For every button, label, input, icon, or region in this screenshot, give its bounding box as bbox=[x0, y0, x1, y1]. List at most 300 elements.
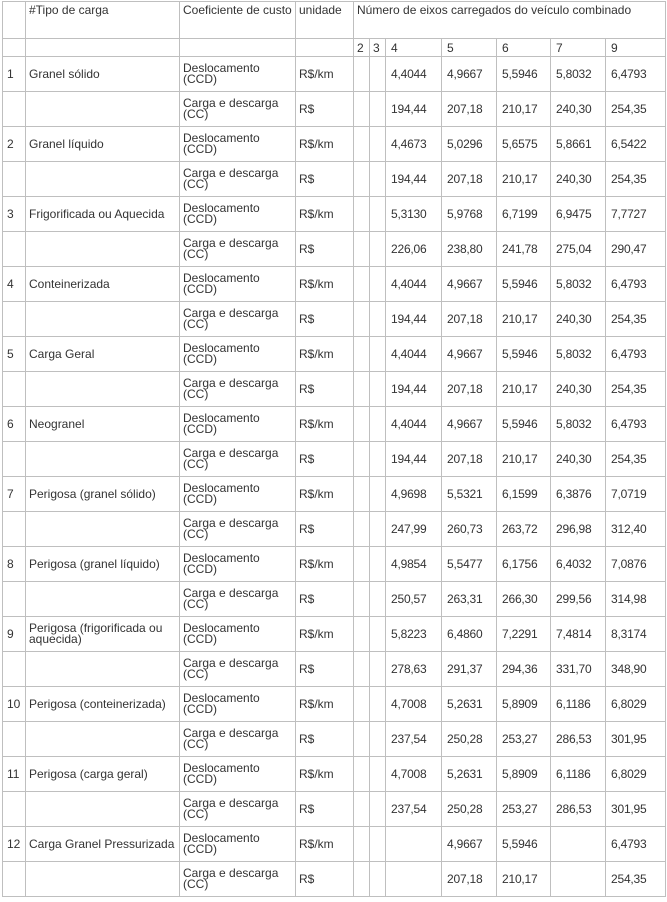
header-blank bbox=[3, 2, 26, 39]
value-2-axles bbox=[354, 442, 370, 477]
axle-header-5: 5 bbox=[442, 39, 497, 57]
value-2-axles bbox=[354, 862, 370, 897]
cost-coefficient: Deslocamento (CCD) bbox=[180, 827, 296, 862]
value-4-axles: 5,8223 bbox=[386, 617, 442, 652]
table-body bbox=[3, 57, 666, 897]
value-3-axles bbox=[370, 862, 386, 897]
cost-coefficient: Carga e descarga (CC) bbox=[180, 722, 296, 757]
value-5-axles: 4,9667 bbox=[442, 407, 497, 442]
value-7-axles: 331,70 bbox=[551, 652, 606, 687]
unit: R$ bbox=[296, 582, 354, 617]
value-9-axles: 6,5422 bbox=[606, 127, 666, 162]
row-number: 1 bbox=[3, 57, 26, 92]
cost-coefficient: Carga e descarga (CC) bbox=[180, 582, 296, 617]
value-7-axles: 6,1186 bbox=[551, 687, 606, 722]
value-3-axles bbox=[370, 127, 386, 162]
header-axles: Número de eixos carregados do veículo combinado bbox=[354, 2, 666, 39]
value-2-axles bbox=[354, 617, 370, 652]
axle-header-4: 4 bbox=[386, 39, 442, 57]
value-5-axles: 5,9768 bbox=[442, 197, 497, 232]
table-row bbox=[3, 127, 666, 162]
value-5-axles: 207,18 bbox=[442, 862, 497, 897]
value-2-axles bbox=[354, 197, 370, 232]
value-4-axles: 4,4673 bbox=[386, 127, 442, 162]
value-9-axles: 6,4793 bbox=[606, 827, 666, 862]
unit: R$ bbox=[296, 92, 354, 127]
table-row bbox=[3, 722, 666, 757]
value-7-axles: 240,30 bbox=[551, 302, 606, 337]
unit: R$/km bbox=[296, 337, 354, 372]
value-3-axles bbox=[370, 792, 386, 827]
value-4-axles: 4,4044 bbox=[386, 407, 442, 442]
cost-coefficient: Carga e descarga (CC) bbox=[180, 302, 296, 337]
value-6-axles: 263,72 bbox=[497, 512, 551, 547]
value-2-axles bbox=[354, 792, 370, 827]
value-5-axles: 207,18 bbox=[442, 372, 497, 407]
axle-header-6: 6 bbox=[497, 39, 551, 57]
cargo-type: Carga Granel Pressurizada bbox=[26, 827, 180, 862]
freight-cost-table bbox=[2, 1, 666, 897]
row-number bbox=[3, 792, 26, 827]
value-3-axles bbox=[370, 267, 386, 302]
row-number bbox=[3, 862, 26, 897]
axle-header-7: 7 bbox=[551, 39, 606, 57]
value-9-axles: 254,35 bbox=[606, 162, 666, 197]
value-3-axles bbox=[370, 477, 386, 512]
value-7-axles: 5,8661 bbox=[551, 127, 606, 162]
value-7-axles: 299,56 bbox=[551, 582, 606, 617]
value-2-axles bbox=[354, 92, 370, 127]
cost-coefficient: Deslocamento (CCD) bbox=[180, 407, 296, 442]
unit: R$/km bbox=[296, 57, 354, 92]
unit: R$ bbox=[296, 232, 354, 267]
unit: R$/km bbox=[296, 827, 354, 862]
value-3-axles bbox=[370, 547, 386, 582]
value-3-axles bbox=[370, 197, 386, 232]
cargo-type bbox=[26, 372, 180, 407]
axle-header-blank bbox=[180, 39, 296, 57]
value-3-axles bbox=[370, 652, 386, 687]
value-7-axles: 240,30 bbox=[551, 92, 606, 127]
value-3-axles bbox=[370, 442, 386, 477]
value-5-axles: 238,80 bbox=[442, 232, 497, 267]
row-number bbox=[3, 512, 26, 547]
value-4-axles: 4,4044 bbox=[386, 337, 442, 372]
cost-coefficient: Deslocamento (CCD) bbox=[180, 757, 296, 792]
cargo-type: Frigorificada ou Aquecida bbox=[26, 197, 180, 232]
value-6-axles: 5,5946 bbox=[497, 827, 551, 862]
row-number: 9 bbox=[3, 617, 26, 652]
value-9-axles: 6,4793 bbox=[606, 407, 666, 442]
value-3-axles bbox=[370, 757, 386, 792]
value-5-axles: 250,28 bbox=[442, 722, 497, 757]
value-9-axles: 348,90 bbox=[606, 652, 666, 687]
row-number: 12 bbox=[3, 827, 26, 862]
unit: R$/km bbox=[296, 477, 354, 512]
value-3-axles bbox=[370, 512, 386, 547]
value-5-axles: 5,5321 bbox=[442, 477, 497, 512]
value-6-axles: 5,5946 bbox=[497, 57, 551, 92]
value-9-axles: 6,8029 bbox=[606, 757, 666, 792]
value-3-axles bbox=[370, 92, 386, 127]
value-6-axles: 5,5946 bbox=[497, 407, 551, 442]
cargo-type bbox=[26, 442, 180, 477]
value-3-axles bbox=[370, 232, 386, 267]
cost-coefficient: Carga e descarga (CC) bbox=[180, 372, 296, 407]
row-number bbox=[3, 582, 26, 617]
cargo-type bbox=[26, 652, 180, 687]
cost-coefficient: Deslocamento (CCD) bbox=[180, 267, 296, 302]
value-3-axles bbox=[370, 337, 386, 372]
value-5-axles: 4,9667 bbox=[442, 827, 497, 862]
unit: R$/km bbox=[296, 687, 354, 722]
cargo-type bbox=[26, 92, 180, 127]
cost-coefficient: Carga e descarga (CC) bbox=[180, 92, 296, 127]
value-2-axles bbox=[354, 232, 370, 267]
value-5-axles: 4,9667 bbox=[442, 57, 497, 92]
unit: R$/km bbox=[296, 757, 354, 792]
table-row bbox=[3, 92, 666, 127]
value-2-axles bbox=[354, 57, 370, 92]
row-number bbox=[3, 92, 26, 127]
unit: R$ bbox=[296, 722, 354, 757]
axle-header-blank bbox=[26, 39, 180, 57]
table-row bbox=[3, 757, 666, 792]
value-9-axles: 6,8029 bbox=[606, 687, 666, 722]
value-3-axles bbox=[370, 302, 386, 337]
cargo-type bbox=[26, 582, 180, 617]
value-6-axles: 210,17 bbox=[497, 162, 551, 197]
cargo-type bbox=[26, 792, 180, 827]
unit: R$ bbox=[296, 442, 354, 477]
cargo-type: Perigosa (conteinerizada) bbox=[26, 687, 180, 722]
cost-coefficient: Carga e descarga (CC) bbox=[180, 862, 296, 897]
table-row bbox=[3, 302, 666, 337]
value-7-axles: 5,8032 bbox=[551, 407, 606, 442]
value-7-axles: 5,8032 bbox=[551, 57, 606, 92]
cargo-type: Granel líquido bbox=[26, 127, 180, 162]
value-2-axles bbox=[354, 372, 370, 407]
value-5-axles: 207,18 bbox=[442, 92, 497, 127]
value-2-axles bbox=[354, 162, 370, 197]
cost-coefficient: Deslocamento (CCD) bbox=[180, 617, 296, 652]
value-5-axles: 4,9667 bbox=[442, 337, 497, 372]
value-5-axles: 4,9667 bbox=[442, 267, 497, 302]
value-4-axles: 4,4044 bbox=[386, 57, 442, 92]
value-9-axles: 301,95 bbox=[606, 722, 666, 757]
cargo-type bbox=[26, 232, 180, 267]
axle-header-blank bbox=[296, 39, 354, 57]
cargo-type: Granel sólido bbox=[26, 57, 180, 92]
value-9-axles: 7,0719 bbox=[606, 477, 666, 512]
value-7-axles: 240,30 bbox=[551, 372, 606, 407]
value-4-axles: 194,44 bbox=[386, 372, 442, 407]
value-5-axles: 6,4860 bbox=[442, 617, 497, 652]
cargo-type bbox=[26, 862, 180, 897]
cost-coefficient: Deslocamento (CCD) bbox=[180, 337, 296, 372]
value-7-axles: 5,8032 bbox=[551, 337, 606, 372]
value-7-axles: 5,8032 bbox=[551, 267, 606, 302]
value-6-axles: 6,7199 bbox=[497, 197, 551, 232]
cost-coefficient: Deslocamento (CCD) bbox=[180, 547, 296, 582]
value-3-axles bbox=[370, 722, 386, 757]
unit: R$/km bbox=[296, 547, 354, 582]
row-number bbox=[3, 302, 26, 337]
cargo-type: Conteinerizada bbox=[26, 267, 180, 302]
table-row bbox=[3, 792, 666, 827]
value-7-axles: 296,98 bbox=[551, 512, 606, 547]
value-4-axles: 278,63 bbox=[386, 652, 442, 687]
row-number: 3 bbox=[3, 197, 26, 232]
row-number: 2 bbox=[3, 127, 26, 162]
value-7-axles: 6,3876 bbox=[551, 477, 606, 512]
value-5-axles: 260,73 bbox=[442, 512, 497, 547]
cargo-type: Perigosa (granel líquido) bbox=[26, 547, 180, 582]
cost-coefficient: Deslocamento (CCD) bbox=[180, 127, 296, 162]
cost-coefficient: Carga e descarga (CC) bbox=[180, 792, 296, 827]
value-7-axles: 286,53 bbox=[551, 792, 606, 827]
table-row bbox=[3, 827, 666, 862]
value-7-axles: 275,04 bbox=[551, 232, 606, 267]
value-9-axles: 312,40 bbox=[606, 512, 666, 547]
cost-coefficient: Deslocamento (CCD) bbox=[180, 477, 296, 512]
cargo-type: Perigosa (frigorificada ou aquecida) bbox=[26, 617, 180, 652]
table-row bbox=[3, 862, 666, 897]
table-row bbox=[3, 407, 666, 442]
value-2-axles bbox=[354, 267, 370, 302]
value-6-axles: 266,30 bbox=[497, 582, 551, 617]
cargo-type bbox=[26, 722, 180, 757]
value-6-axles: 210,17 bbox=[497, 92, 551, 127]
row-number: 6 bbox=[3, 407, 26, 442]
table-row bbox=[3, 267, 666, 302]
value-4-axles: 4,7008 bbox=[386, 687, 442, 722]
table-row bbox=[3, 337, 666, 372]
row-number: 5 bbox=[3, 337, 26, 372]
value-6-axles: 210,17 bbox=[497, 302, 551, 337]
value-6-axles: 294,36 bbox=[497, 652, 551, 687]
value-5-axles: 5,2631 bbox=[442, 687, 497, 722]
unit: R$ bbox=[296, 302, 354, 337]
value-2-axles bbox=[354, 827, 370, 862]
value-6-axles: 6,1599 bbox=[497, 477, 551, 512]
cost-coefficient: Deslocamento (CCD) bbox=[180, 687, 296, 722]
value-2-axles bbox=[354, 547, 370, 582]
value-3-axles bbox=[370, 687, 386, 722]
cargo-type bbox=[26, 162, 180, 197]
unit: R$ bbox=[296, 162, 354, 197]
cost-coefficient: Carga e descarga (CC) bbox=[180, 442, 296, 477]
unit: R$/km bbox=[296, 617, 354, 652]
cost-coefficient: Carga e descarga (CC) bbox=[180, 652, 296, 687]
cargo-type bbox=[26, 302, 180, 337]
value-4-axles: 194,44 bbox=[386, 92, 442, 127]
axle-header-blank bbox=[3, 39, 26, 57]
table-row bbox=[3, 197, 666, 232]
value-9-axles: 314,98 bbox=[606, 582, 666, 617]
axle-header-2: 2 bbox=[354, 39, 370, 57]
value-3-axles bbox=[370, 582, 386, 617]
cost-coefficient: Carga e descarga (CC) bbox=[180, 512, 296, 547]
table-row bbox=[3, 477, 666, 512]
value-9-axles: 6,4793 bbox=[606, 57, 666, 92]
table-row bbox=[3, 162, 666, 197]
value-6-axles: 253,27 bbox=[497, 792, 551, 827]
value-9-axles: 7,7727 bbox=[606, 197, 666, 232]
row-number bbox=[3, 232, 26, 267]
value-4-axles bbox=[386, 827, 442, 862]
value-4-axles: 4,7008 bbox=[386, 757, 442, 792]
table-row bbox=[3, 57, 666, 92]
table-row bbox=[3, 617, 666, 652]
table-row bbox=[3, 687, 666, 722]
table-row bbox=[3, 547, 666, 582]
value-5-axles: 291,37 bbox=[442, 652, 497, 687]
value-5-axles: 5,0296 bbox=[442, 127, 497, 162]
row-number: 11 bbox=[3, 757, 26, 792]
value-3-axles bbox=[370, 372, 386, 407]
value-9-axles: 290,47 bbox=[606, 232, 666, 267]
value-9-axles: 254,35 bbox=[606, 442, 666, 477]
cost-coefficient: Deslocamento (CCD) bbox=[180, 197, 296, 232]
value-4-axles: 4,9698 bbox=[386, 477, 442, 512]
row-number bbox=[3, 372, 26, 407]
value-4-axles: 250,57 bbox=[386, 582, 442, 617]
value-6-axles: 7,2291 bbox=[497, 617, 551, 652]
unit: R$/km bbox=[296, 197, 354, 232]
value-7-axles: 6,4032 bbox=[551, 547, 606, 582]
unit: R$ bbox=[296, 652, 354, 687]
value-5-axles: 250,28 bbox=[442, 792, 497, 827]
row-number bbox=[3, 162, 26, 197]
cost-coefficient: Deslocamento (CCD) bbox=[180, 57, 296, 92]
axle-header-3: 3 bbox=[370, 39, 386, 57]
value-9-axles: 6,4793 bbox=[606, 267, 666, 302]
value-7-axles bbox=[551, 862, 606, 897]
axle-header-9: 9 bbox=[606, 39, 666, 57]
value-5-axles: 5,5477 bbox=[442, 547, 497, 582]
value-3-axles bbox=[370, 617, 386, 652]
value-3-axles bbox=[370, 407, 386, 442]
cargo-type bbox=[26, 512, 180, 547]
value-2-axles bbox=[354, 477, 370, 512]
value-6-axles: 253,27 bbox=[497, 722, 551, 757]
value-6-axles: 210,17 bbox=[497, 372, 551, 407]
value-7-axles: 7,4814 bbox=[551, 617, 606, 652]
value-6-axles: 5,8909 bbox=[497, 757, 551, 792]
cost-coefficient: Carga e descarga (CC) bbox=[180, 162, 296, 197]
row-number bbox=[3, 722, 26, 757]
unit: R$ bbox=[296, 372, 354, 407]
value-2-axles bbox=[354, 337, 370, 372]
value-7-axles bbox=[551, 827, 606, 862]
row-number: 4 bbox=[3, 267, 26, 302]
value-6-axles: 5,5946 bbox=[497, 337, 551, 372]
header-row bbox=[3, 2, 666, 39]
value-9-axles: 254,35 bbox=[606, 862, 666, 897]
value-2-axles bbox=[354, 652, 370, 687]
value-2-axles bbox=[354, 512, 370, 547]
value-3-axles bbox=[370, 162, 386, 197]
value-5-axles: 207,18 bbox=[442, 302, 497, 337]
value-7-axles: 6,1186 bbox=[551, 757, 606, 792]
value-6-axles: 210,17 bbox=[497, 442, 551, 477]
value-6-axles: 5,6575 bbox=[497, 127, 551, 162]
header-unit: unidade bbox=[296, 2, 354, 39]
value-4-axles: 237,54 bbox=[386, 722, 442, 757]
value-3-axles bbox=[370, 827, 386, 862]
value-2-axles bbox=[354, 757, 370, 792]
value-6-axles: 5,5946 bbox=[497, 267, 551, 302]
header-cost-coefficient: Coeficiente de custo bbox=[180, 2, 296, 39]
row-number: 7 bbox=[3, 477, 26, 512]
unit: R$/km bbox=[296, 407, 354, 442]
table-row bbox=[3, 512, 666, 547]
row-number bbox=[3, 442, 26, 477]
header-cargo-type: #Tipo de carga bbox=[26, 2, 180, 39]
value-9-axles: 254,35 bbox=[606, 92, 666, 127]
value-4-axles: 4,4044 bbox=[386, 267, 442, 302]
cargo-type: Perigosa (carga geral) bbox=[26, 757, 180, 792]
unit: R$/km bbox=[296, 267, 354, 302]
unit: R$ bbox=[296, 792, 354, 827]
value-6-axles: 5,8909 bbox=[497, 687, 551, 722]
value-4-axles: 247,99 bbox=[386, 512, 442, 547]
table-row bbox=[3, 652, 666, 687]
unit: R$ bbox=[296, 862, 354, 897]
value-2-axles bbox=[354, 687, 370, 722]
row-number bbox=[3, 652, 26, 687]
value-4-axles: 194,44 bbox=[386, 302, 442, 337]
cargo-type: Neogranel bbox=[26, 407, 180, 442]
cost-coefficient: Carga e descarga (CC) bbox=[180, 232, 296, 267]
table-row bbox=[3, 232, 666, 267]
value-9-axles: 301,95 bbox=[606, 792, 666, 827]
table-row bbox=[3, 582, 666, 617]
value-2-axles bbox=[354, 722, 370, 757]
value-6-axles: 6,1756 bbox=[497, 547, 551, 582]
value-9-axles: 254,35 bbox=[606, 302, 666, 337]
value-5-axles: 207,18 bbox=[442, 162, 497, 197]
value-7-axles: 240,30 bbox=[551, 162, 606, 197]
value-4-axles: 194,44 bbox=[386, 442, 442, 477]
cargo-type: Carga Geral bbox=[26, 337, 180, 372]
value-2-axles bbox=[354, 582, 370, 617]
value-6-axles: 241,78 bbox=[497, 232, 551, 267]
value-7-axles: 6,9475 bbox=[551, 197, 606, 232]
value-5-axles: 207,18 bbox=[442, 442, 497, 477]
value-7-axles: 286,53 bbox=[551, 722, 606, 757]
value-2-axles bbox=[354, 407, 370, 442]
value-4-axles: 5,3130 bbox=[386, 197, 442, 232]
unit: R$ bbox=[296, 512, 354, 547]
value-5-axles: 263,31 bbox=[442, 582, 497, 617]
value-4-axles: 237,54 bbox=[386, 792, 442, 827]
value-2-axles bbox=[354, 302, 370, 337]
value-9-axles: 6,4793 bbox=[606, 337, 666, 372]
value-2-axles bbox=[354, 127, 370, 162]
value-5-axles: 5,2631 bbox=[442, 757, 497, 792]
table-row bbox=[3, 372, 666, 407]
value-4-axles: 4,9854 bbox=[386, 547, 442, 582]
value-9-axles: 254,35 bbox=[606, 372, 666, 407]
cargo-type: Perigosa (granel sólido) bbox=[26, 477, 180, 512]
table-row bbox=[3, 442, 666, 477]
value-9-axles: 8,3174 bbox=[606, 617, 666, 652]
value-4-axles: 226,06 bbox=[386, 232, 442, 267]
value-7-axles: 240,30 bbox=[551, 442, 606, 477]
unit: R$/km bbox=[296, 127, 354, 162]
